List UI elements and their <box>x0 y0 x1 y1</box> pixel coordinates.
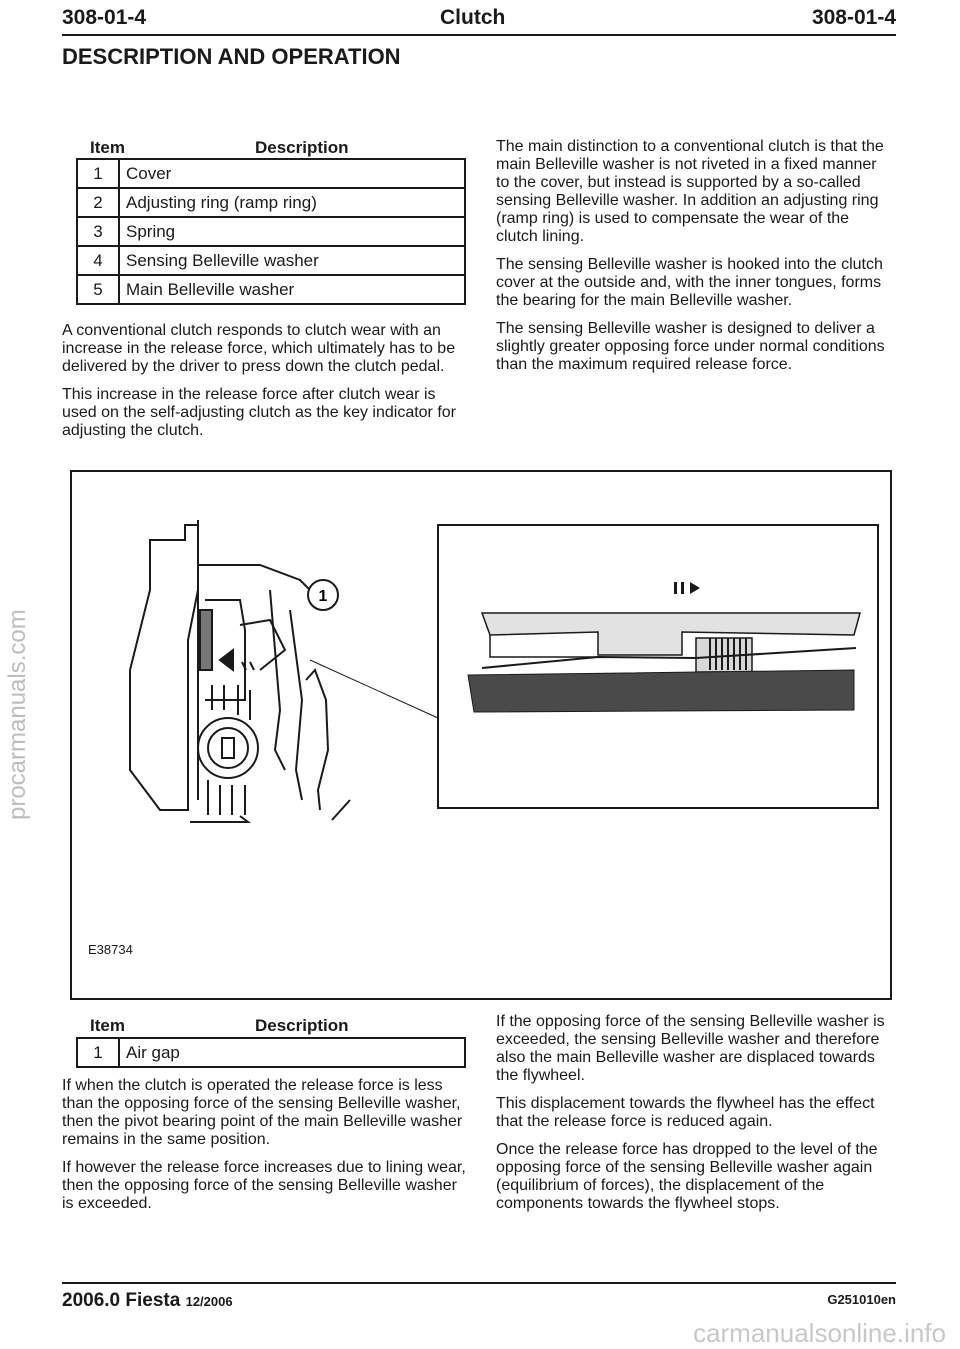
table-row <box>77 217 465 246</box>
paragraph: The sensing Belleville washer is hooked into the clutch cover at the outside and, with the inner tongues, forms the bearing for the main Belleville washer. <box>496 256 883 309</box>
paragraph: This displacement towards the flywheel has the effect that the release force is reduced again. <box>496 1095 875 1130</box>
item-number: 3 <box>77 217 119 246</box>
right-column-top <box>496 138 894 384</box>
table-row <box>77 159 465 188</box>
paragraph: If the opposing force of the sensing Belleville washer is exceeded, the sensing Belleville washer and therefore also the main Belleville washer are displaced towards the flywheel. <box>496 1013 885 1084</box>
table-row <box>77 275 465 304</box>
watermark-bottom: carmanualsonline.info <box>693 1318 946 1348</box>
item-description: Spring <box>119 217 465 246</box>
item-description: Main Belleville washer <box>119 275 465 304</box>
paragraph: This increase in the release force after clutch wear is used on the self-adjusting clutch as the key indicator for adjusting the clutch. <box>62 386 456 439</box>
clutch-cross-section <box>130 520 350 822</box>
figure-code: E38734 <box>88 942 133 957</box>
leader-line <box>310 660 438 718</box>
paragraph: The sensing Belleville washer is designed to deliver a slightly greater opposing force under normal conditions than the maximum required release force. <box>496 320 885 373</box>
header-rule <box>62 34 896 36</box>
page-number-left: 308-01-4 <box>62 6 147 29</box>
paragraph: If when the clutch is operated the release force is less than the opposing force of the sensing Belleville washer, then the pivot bearing point of the main Belleville washer remains in the same position. <box>62 1077 463 1148</box>
left-column-bottom <box>62 1077 472 1223</box>
item-number: 1 <box>77 159 119 188</box>
right-column-bottom <box>496 1013 894 1223</box>
item-number: 5 <box>77 275 119 304</box>
items-table <box>76 158 466 305</box>
page-number-right: 308-01-4 <box>811 6 896 29</box>
clutch-diagram <box>70 470 892 1000</box>
table-row <box>77 188 465 217</box>
item-description: Air gap <box>119 1038 465 1067</box>
callout-label: 1 <box>318 588 328 605</box>
table1-header-description: Description <box>255 138 349 157</box>
footer-date: 12/2006 <box>185 1294 233 1309</box>
paragraph: If however the release force increases due to lining wear, then the opposing force of the sensing Belleville washer is exceeded. <box>62 1159 466 1212</box>
item-number: 1 <box>77 1038 119 1067</box>
footer-rule <box>62 1282 896 1284</box>
table2-header-description: Description <box>255 1016 349 1035</box>
footer-model <box>62 1290 233 1312</box>
item-description: Adjusting ring (ramp ring) <box>119 188 465 217</box>
item-number: 2 <box>77 188 119 217</box>
paragraph: A conventional clutch responds to clutch wear with an increase in the release force, which ultimately has to be delivered by the driver to press down the clutch pedal. <box>62 322 456 375</box>
left-column-top <box>62 322 472 450</box>
item-description: Sensing Belleville washer <box>119 246 465 275</box>
item-description: Cover <box>119 159 465 188</box>
detail-view <box>468 582 860 712</box>
section-title: DESCRIPTION AND OPERATION <box>62 44 401 69</box>
paragraph: The main distinction to a conventional clutch is that the main Belleville washer is not riveted in a fixed manner to the cover, but instead is supported by a so-called sensing Belleville washer. In addition an adjusting ring (ramp ring) is used to compensate the wear of the clutch lining. <box>496 138 884 245</box>
paragraph: Once the release force has dropped to the level of the opposing force of the sensing Belleville washer again (equilibrium of forces), the displacement of the components towards the flywheel stops. <box>496 1141 878 1212</box>
chapter-title: Clutch <box>440 6 506 29</box>
footer-document-code: G251010en <box>827 1292 896 1307</box>
watermark-side: procarmanuals.com <box>4 609 31 820</box>
table1-header-item: Item <box>90 138 125 157</box>
air-gap-table <box>76 1037 466 1068</box>
footer-model-name: 2006.0 Fiesta <box>62 1290 181 1311</box>
item-number: 4 <box>77 246 119 275</box>
table-row <box>77 246 465 275</box>
table2-header-item: Item <box>90 1016 125 1035</box>
table-row <box>77 1038 465 1067</box>
